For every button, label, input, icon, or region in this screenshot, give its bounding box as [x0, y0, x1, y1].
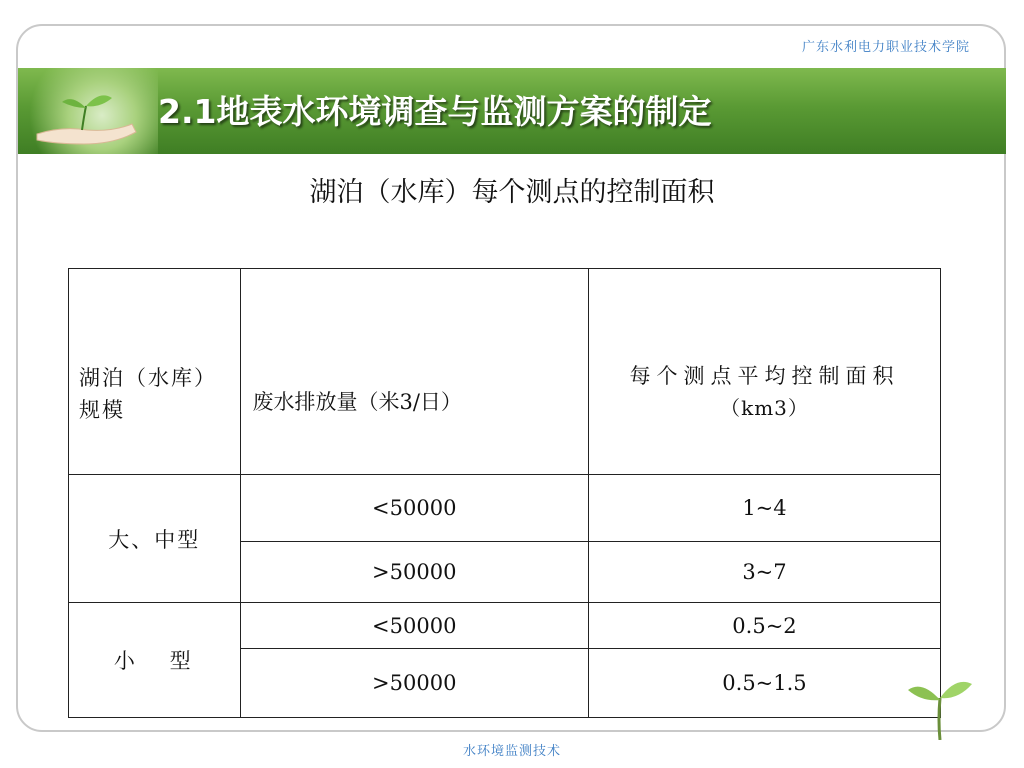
table-caption: 湖泊（水库）每个测点的控制面积 [309, 177, 715, 208]
header-area [588, 269, 940, 475]
table-row [69, 603, 941, 649]
sprout-icon [904, 670, 974, 740]
hand-sprout-icon [32, 86, 142, 146]
area-cell: 0.5~2 [588, 603, 940, 649]
discharge-cell: <50000 [240, 603, 588, 649]
table-header-row [69, 269, 941, 475]
size-small: 小 型 [69, 603, 241, 718]
area-cell: 3~7 [588, 542, 940, 603]
header-area-label: 每个测点平均控制面积 [629, 363, 900, 388]
discharge-cell: >50000 [240, 542, 588, 603]
header-discharge: 废水排放量（米3/日） [240, 269, 588, 475]
title-banner [18, 68, 1006, 154]
area-cell: 1~4 [588, 475, 940, 542]
banner-image-area [18, 68, 158, 154]
table-row [69, 475, 941, 542]
institution-name: 广东水利电力职业技术学院 [801, 40, 970, 55]
control-area-table [68, 268, 941, 718]
discharge-cell: >50000 [240, 649, 588, 718]
slide-title: 2.1地表水环境调查与监测方案的制定 [158, 92, 712, 131]
header-scale: 湖泊（水库）规模 [69, 269, 241, 475]
area-cell: 0.5~1.5 [588, 649, 940, 718]
course-name: 水环境监测技术 [462, 744, 561, 759]
header-area-unit: （km3） [720, 395, 809, 420]
size-large-medium: 大、中型 [69, 475, 241, 603]
discharge-cell: <50000 [240, 475, 588, 542]
